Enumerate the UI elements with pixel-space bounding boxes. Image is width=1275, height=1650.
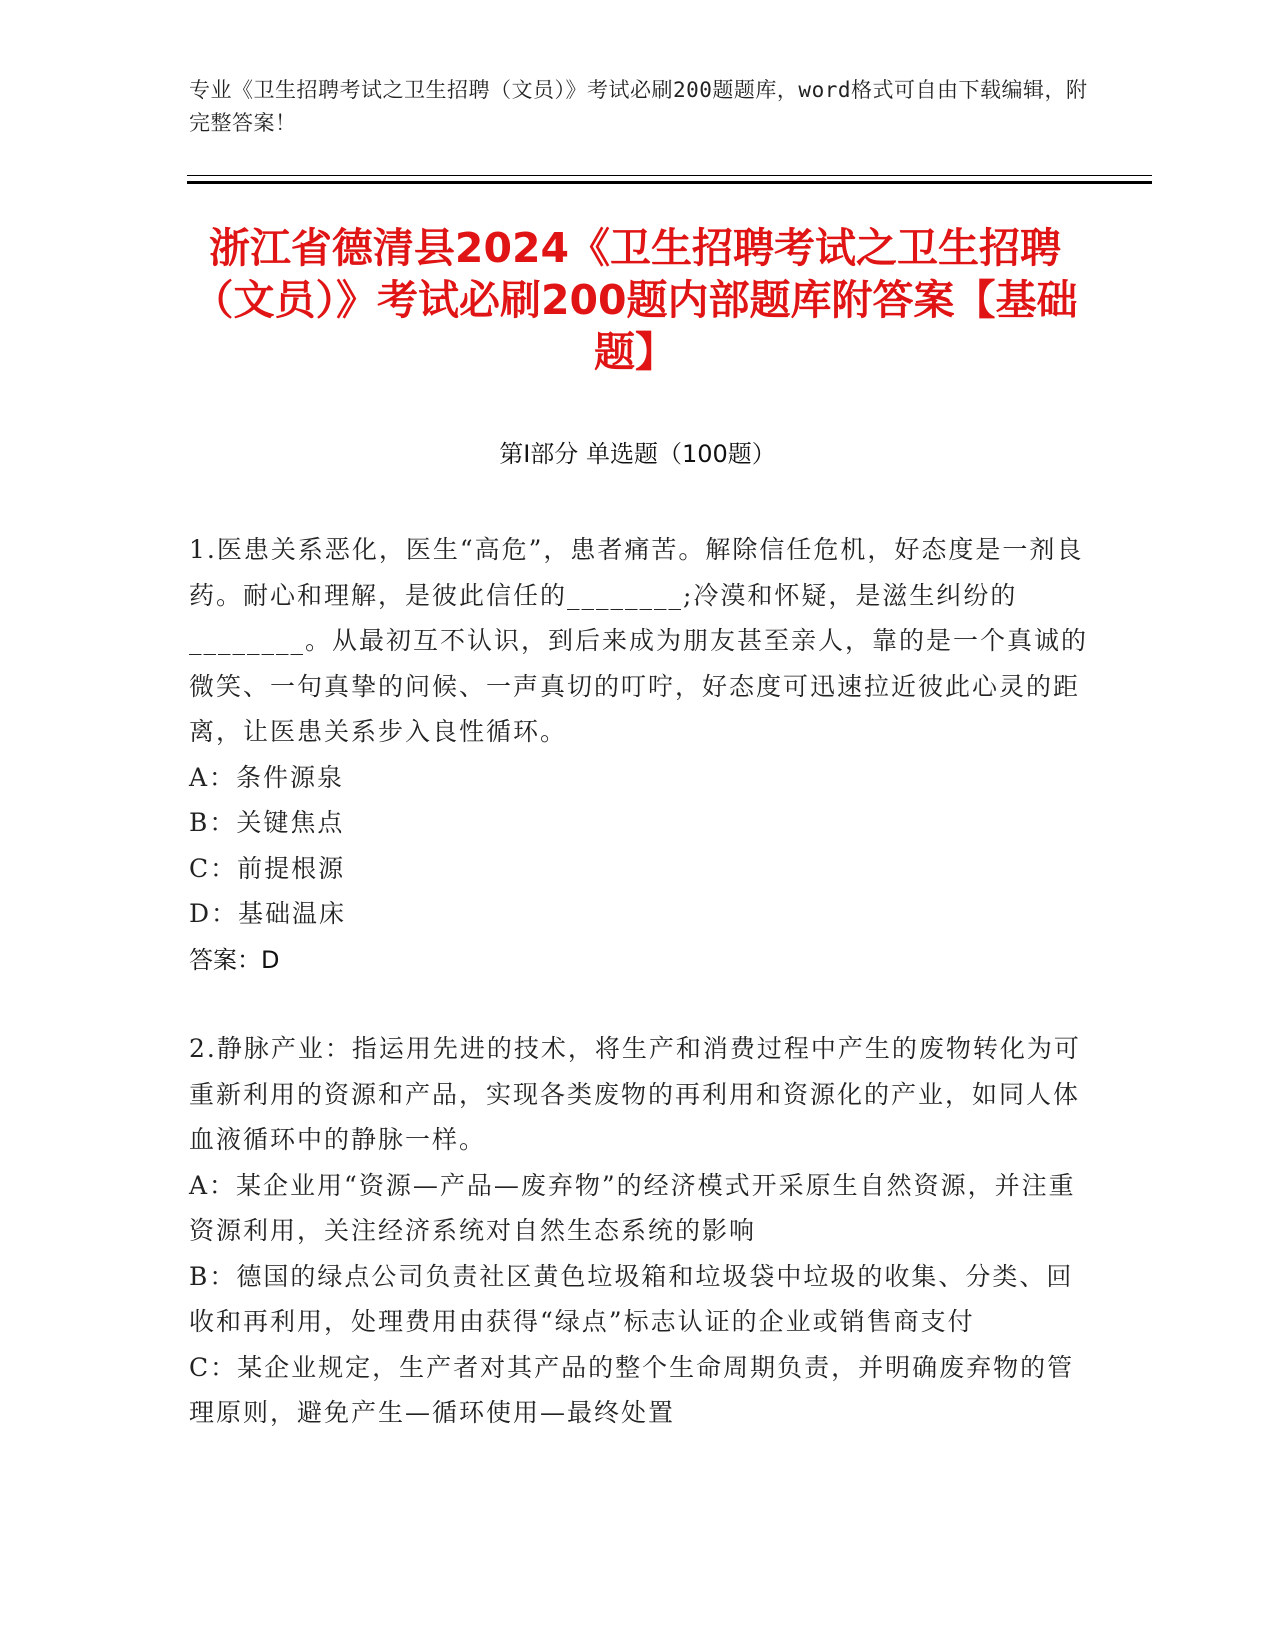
option-b: B：关键焦点	[189, 808, 345, 837]
option-a: A：条件源泉	[189, 762, 345, 792]
answer-label: 答案：D	[189, 945, 280, 974]
header-divider-thin	[187, 175, 1152, 176]
question-stem: 1.医患关系恶化，医生“高危”，患者痛苦。解除信任危机，好态度是一剂良药。耐心和理解，是彼此信任的________;冷漠和怀疑，是滋生纠纷的________。从最初互不认识，到后来成为朋友甚至亲人，靠的是一个真诚的微笑、一句真挚的问候、一声真切的叮咛，好态度可迅速拉近彼此心灵的距离，让医患关系步入良性循环。	[189, 535, 1089, 746]
question-2	[189, 1026, 1089, 1436]
option-d: D：基础温床	[189, 899, 347, 928]
header-divider-thick	[187, 181, 1152, 184]
question-stem: 2.静脉产业：指运用先进的技术，将生产和消费过程中产生的废物转化为可重新利用的资源和产品，实现各类废物的再利用和资源化的产业，如同人体血液循环中的静脉一样。	[189, 1034, 1081, 1154]
option-c: C：某企业规定，生产者对其产品的整个生命周期负责，并明确废弃物的管理原则，避免产生—循环使用—最终处置	[189, 1352, 1075, 1427]
document-title: 浙江省德清县2024《卫生招聘考试之卫生招聘（文员）》考试必刷200题内部题库附答案【基础题】	[192, 224, 1078, 376]
section-title: 第Ⅰ部分 单选题（100题）	[499, 440, 776, 468]
header-note: 专业《卫生招聘考试之卫生招聘（文员）》考试必刷200题题库，word格式可自由下载编辑，附完整答案！	[189, 78, 1088, 135]
question-1	[189, 527, 1089, 983]
option-b: B：德国的绿点公司负责社区黄色垃圾箱和垃圾袋中垃圾的收集、分类、回收和再利用，处理费用由获得“绿点”标志认证的企业或销售商支付	[189, 1261, 1074, 1336]
option-c: C：前提根源	[189, 853, 346, 883]
option-a: A：某企业用“资源—产品—废弃物”的经济模式开采原生自然资源，并注重资源利用，关注经济系统对自然生态系统的影响	[189, 1170, 1076, 1245]
